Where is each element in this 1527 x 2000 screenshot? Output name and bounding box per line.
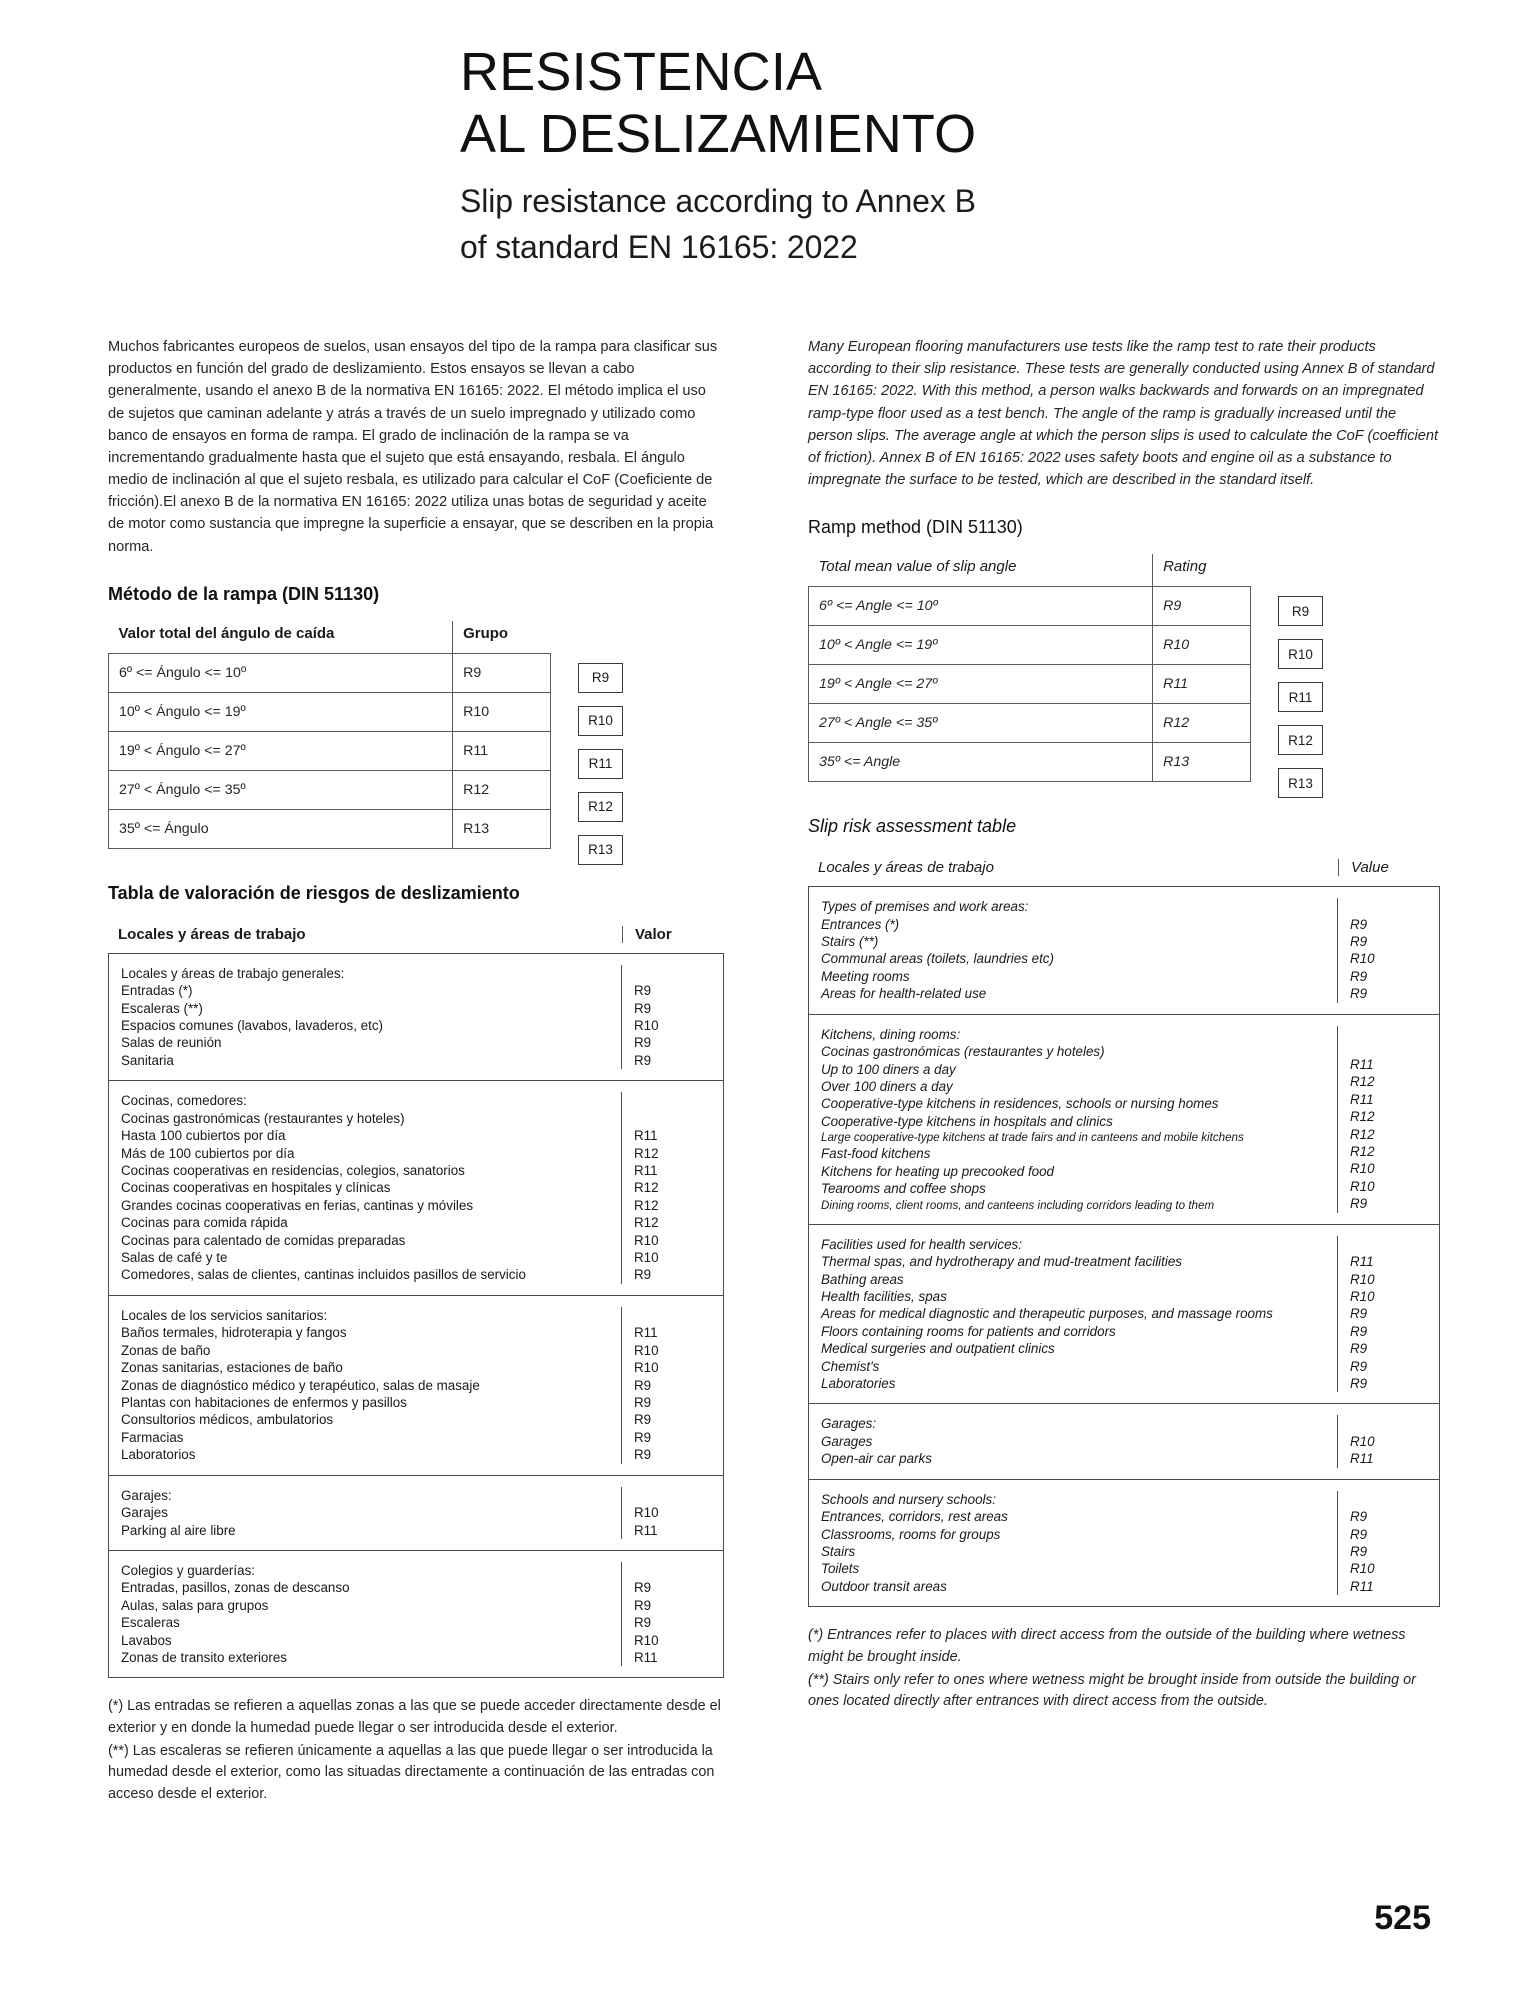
risk-value-item: R9	[1350, 1509, 1368, 1525]
spanish-risk-table	[108, 953, 724, 1679]
risk-area-item: Communal areas (toilets, laundries etc)	[821, 951, 1054, 967]
risk-area-item: Laboratorios	[121, 1447, 196, 1463]
risk-group-row	[809, 887, 1439, 1015]
angle-range-cell: 35º <= Angle	[809, 743, 1153, 782]
risk-area-item: Cocinas gastronómicas (restaurantes y hoteles)	[821, 1044, 1105, 1060]
risk-group-row	[109, 1296, 723, 1476]
risk-value-item: R9	[634, 1615, 652, 1631]
risk-value-item: R9	[634, 1447, 652, 1463]
risk-area-list	[809, 1491, 1337, 1596]
angle-range-cell: 35º <= Ángulo	[109, 809, 453, 848]
risk-area-item: Cocinas gastronómicas (restaurantes y hoteles)	[121, 1110, 405, 1126]
risk-area-item: Sanitaria	[121, 1052, 174, 1068]
angle-range-cell: 6º <= Ángulo <= 10º	[109, 653, 453, 692]
table-header-row	[809, 554, 1251, 587]
risk-area-list	[809, 1415, 1337, 1467]
risk-area-item: Entradas (*)	[121, 983, 193, 999]
risk-area-item: Floors containing rooms for patients and corridors	[821, 1323, 1116, 1339]
risk-value-item: R9	[1350, 1543, 1368, 1559]
rating-group-cell: R13	[1153, 743, 1251, 782]
english-ramp-table	[808, 554, 1251, 782]
risk-area-item: Garages:	[821, 1416, 877, 1432]
risk-value-item: R9	[634, 1429, 652, 1445]
risk-col2-header: Valor	[622, 926, 724, 943]
risk-group-row	[109, 1551, 723, 1678]
page-title-line-1: RESISTENCIA	[460, 42, 823, 102]
page-subtitle-line-1: Slip resistance according to Annex B	[460, 182, 976, 219]
risk-value-item: R11	[634, 1128, 658, 1144]
rating-group-cell: R9	[1153, 587, 1251, 626]
risk-area-item: Fast-food kitchens	[821, 1146, 931, 1162]
table-row	[809, 626, 1251, 665]
risk-area-item: Salas de reunión	[121, 1035, 222, 1051]
risk-value-list	[1337, 1026, 1439, 1213]
angle-range-cell: 27º < Angle <= 35º	[809, 704, 1153, 743]
risk-value-list	[621, 965, 723, 1070]
risk-area-item: Parking al aire libre	[121, 1522, 236, 1538]
angle-range-cell: 10º < Angle <= 19º	[809, 626, 1153, 665]
risk-area-item: Kitchens, dining rooms:	[821, 1026, 961, 1042]
risk-value-item: R9	[634, 1000, 652, 1016]
english-footnote-1: (*) Entrances refer to places with direct access from the outside of the building where wetness might be brought inside.	[808, 1627, 1406, 1665]
risk-value-list	[621, 1487, 723, 1539]
rating-group-cell: R12	[1153, 704, 1251, 743]
table-row	[109, 809, 551, 848]
risk-value-item: R10	[634, 1342, 659, 1358]
table-row	[809, 587, 1251, 626]
angle-range-cell: 27º < Ángulo <= 35º	[109, 770, 453, 809]
english-intro-paragraph: Many European flooring manufacturers use tests like the ramp test to rate their products according to their slip resistance. These tests are generally conducted using Annex B of standard EN 16165: 2022. With this method, a person walks backwards and forwards on an impregnated ramp-type floor used as a test bench. The angle of the ramp is gradually increased until the person slips. The average angle at which the person slips is used to calculate the CoF (coefficient of friction). Annex B of EN 16165: 2022 uses safety boots and engine oil as a substance to impregnate the surface to be tested, which are described in the standard itself.	[808, 339, 1439, 489]
risk-value-list	[621, 1307, 723, 1464]
risk-area-item: Salas de café y te	[121, 1250, 228, 1266]
table-row	[109, 770, 551, 809]
risk-area-item: Areas for health-related use	[821, 986, 987, 1002]
risk-value-item: R12	[634, 1180, 659, 1196]
rating-badge: R10	[1278, 639, 1323, 669]
risk-value-item: R12	[1350, 1109, 1375, 1125]
risk-value-item: R9	[1350, 1341, 1368, 1357]
risk-value-item: R10	[1350, 1561, 1375, 1577]
risk-value-item: R10	[1350, 1161, 1375, 1177]
rating-group-cell: R12	[453, 770, 551, 809]
risk-area-item: Stairs (**)	[821, 934, 879, 950]
risk-area-item: Cocinas para comida rápida	[121, 1215, 288, 1231]
risk-value-item: R9	[1350, 1196, 1368, 1212]
risk-area-item: Meeting rooms	[821, 968, 910, 984]
risk-area-item: Kitchens for heating up precooked food	[821, 1163, 1055, 1179]
risk-area-list	[109, 965, 621, 1070]
angle-range-cell: 6º <= Angle <= 10º	[809, 587, 1153, 626]
risk-value-item: R9	[1350, 968, 1368, 984]
spanish-footnote-1: (*) Las entradas se refieren a aquellas zonas a las que se puede acceder directamente desde el exterior y en donde la humedad puede llegar o ser introducida desde el exterior.	[108, 1698, 721, 1736]
english-ramp-table-wrap	[808, 554, 1440, 791]
risk-value-item: R9	[634, 1597, 652, 1613]
risk-area-item: Lavabos	[121, 1632, 172, 1648]
page-number: 525	[1374, 1899, 1431, 1937]
risk-area-list	[809, 1026, 1337, 1213]
risk-area-item: Outdoor transit areas	[821, 1578, 947, 1594]
spanish-rating-badges	[578, 663, 623, 865]
risk-value-item: R11	[1350, 1056, 1374, 1072]
ramp-col2-header: Grupo	[453, 621, 551, 654]
risk-value-item: R9	[634, 1267, 652, 1283]
risk-group-row	[809, 1480, 1439, 1607]
english-rating-badges	[1278, 596, 1323, 798]
risk-value-item: R9	[634, 983, 652, 999]
rating-badge: R13	[1278, 768, 1323, 798]
spanish-ramp-method-heading: Método de la rampa (DIN 51130)	[108, 583, 380, 604]
risk-group-row	[109, 1081, 723, 1296]
risk-value-item: R10	[1350, 1271, 1375, 1287]
risk-area-item: Entrances (*)	[821, 916, 900, 932]
rating-group-cell: R9	[453, 653, 551, 692]
risk-area-list	[809, 1236, 1337, 1393]
rating-group-cell: R10	[1153, 626, 1251, 665]
risk-group-row	[109, 954, 723, 1082]
angle-range-cell: 19º < Ángulo <= 27º	[109, 731, 453, 770]
angle-range-cell: 19º < Angle <= 27º	[809, 665, 1153, 704]
risk-area-item: Toilets	[821, 1561, 860, 1577]
risk-value-item: R10	[634, 1232, 659, 1248]
risk-value-item: R9	[634, 1052, 652, 1068]
risk-area-item: Cocinas cooperativas en residencias, colegios, sanatorios	[121, 1162, 465, 1178]
risk-area-item: Medical surgeries and outpatient clinics	[821, 1341, 1055, 1357]
risk-area-item: Tearooms and coffee shops	[821, 1181, 986, 1197]
risk-area-item: Garajes	[121, 1505, 168, 1521]
page-header	[460, 42, 1360, 269]
risk-value-item: R9	[634, 1377, 652, 1393]
risk-area-item: Dining rooms, client rooms, and canteens including corridors leading to them	[821, 1198, 1215, 1212]
risk-area-item: Escaleras (**)	[121, 1000, 203, 1016]
risk-area-item: Schools and nursery schools:	[821, 1491, 996, 1507]
table-row	[809, 743, 1251, 782]
risk-value-item: R9	[634, 1035, 652, 1051]
risk-value-list	[621, 1562, 723, 1667]
risk-value-item: R11	[1350, 1451, 1374, 1467]
english-risk-table	[808, 886, 1440, 1607]
risk-area-list	[109, 1092, 621, 1284]
risk-area-list	[109, 1487, 621, 1539]
risk-value-item: R9	[634, 1412, 652, 1428]
risk-area-item: Health facilities, spas	[821, 1288, 947, 1304]
risk-area-list	[109, 1562, 621, 1667]
risk-area-item: Grandes cocinas cooperativas en ferias, cantinas y móviles	[121, 1197, 474, 1213]
risk-value-list	[621, 1092, 723, 1284]
rating-badge: R11	[578, 749, 623, 779]
risk-value-item: R9	[1350, 986, 1368, 1002]
risk-col2-header: Value	[1338, 859, 1440, 876]
risk-value-item: R10	[634, 1632, 659, 1648]
risk-area-item: Espacios comunes (lavabos, lavaderos, etc)	[121, 1017, 383, 1033]
table-row	[809, 704, 1251, 743]
risk-area-item: Large cooperative-type kitchens at trade fairs and in canteens and mobile kitchens	[821, 1131, 1244, 1145]
page-subtitle-line-2: of standard EN 16165: 2022	[460, 229, 858, 266]
risk-area-item: Más de 100 cubiertos por día	[121, 1145, 295, 1161]
risk-area-item: Zonas de baño	[121, 1342, 211, 1358]
rating-badge: R11	[1278, 682, 1323, 712]
risk-value-item: R11	[1350, 1254, 1374, 1270]
risk-area-item: Zonas de diagnóstico médico y terapéutico, salas de masaje	[121, 1377, 480, 1393]
angle-range-cell: 10º < Ángulo <= 19º	[109, 692, 453, 731]
risk-area-item: Zonas de transito exteriores	[121, 1650, 287, 1666]
risk-area-item: Locales de los servicios sanitarios:	[121, 1307, 328, 1323]
risk-value-item: R9	[1350, 1323, 1368, 1339]
risk-area-item: Locales y áreas de trabajo generales:	[121, 965, 345, 981]
risk-area-item: Cooperative-type kitchens in residences, schools or nursing homes	[821, 1096, 1219, 1112]
risk-area-item: Consultorios médicos, ambulatorios	[121, 1412, 334, 1428]
risk-value-item: R10	[1350, 1433, 1375, 1449]
spanish-ramp-table-body	[109, 653, 551, 848]
page-title-line-2: AL DESLIZAMIENTO	[460, 104, 977, 165]
risk-value-list	[1337, 898, 1439, 1003]
risk-value-list	[1337, 1491, 1439, 1596]
risk-value-item: R12	[1350, 1126, 1375, 1142]
risk-area-item: Entrances, corridors, rest areas	[821, 1509, 1008, 1525]
rating-badge: R10	[578, 706, 623, 736]
risk-area-item: Hasta 100 cubiertos por día	[121, 1128, 286, 1144]
risk-value-item: R12	[1350, 1143, 1375, 1159]
risk-value-item: R9	[634, 1395, 652, 1410]
risk-value-item: R9	[1350, 916, 1368, 932]
risk-area-item: Classrooms, rooms for groups	[821, 1526, 1001, 1542]
risk-area-item: Bathing areas	[821, 1271, 904, 1287]
risk-col1-header: Locales y áreas de trabajo	[118, 925, 306, 943]
risk-area-item: Aulas, salas para grupos	[121, 1597, 269, 1613]
risk-area-item: Plantas con habitaciones de enfermos y pasillos	[121, 1395, 407, 1410]
rating-group-cell: R11	[1153, 665, 1251, 704]
risk-area-item: Cocinas para calentado de comidas preparadas	[121, 1232, 406, 1248]
risk-area-list	[809, 898, 1337, 1003]
risk-value-item: R10	[1350, 1288, 1375, 1304]
english-footnote-2: (**) Stairs only refer to ones where wetness might be brought inside from outside the building or ones located directly after entrances with direct access from the outside.	[808, 1671, 1416, 1710]
risk-value-item: R12	[1350, 1074, 1375, 1090]
table-row	[109, 731, 551, 770]
spanish-risk-heading: Tabla de valoración de riesgos de deslizamiento	[108, 882, 520, 903]
rating-badge: R9	[1278, 596, 1323, 626]
risk-area-item: Escaleras	[121, 1615, 180, 1631]
risk-group-row	[809, 1404, 1439, 1479]
risk-area-item: Laboratories	[821, 1376, 896, 1392]
risk-value-list	[1337, 1236, 1439, 1393]
risk-value-item: R11	[634, 1522, 658, 1538]
risk-value-item: R9	[1350, 1358, 1368, 1374]
ramp-col1-header: Valor total del ángulo de caída	[118, 624, 335, 642]
spanish-footnote-2: (**) Las escaleras se refieren únicamente a aquellas a las que puede llegar o ser introducida la humedad desde el exterior, como las situadas directamente a continuación de las entradas con acceso desde el exterior.	[108, 1743, 715, 1802]
risk-value-item: R10	[634, 1505, 659, 1521]
table-row	[809, 665, 1251, 704]
spanish-column	[108, 336, 724, 1805]
risk-value-item: R9	[1350, 934, 1368, 950]
risk-value-item: R11	[634, 1325, 658, 1341]
ramp-col2-header: Rating	[1153, 554, 1251, 587]
risk-value-item: R10	[634, 1250, 659, 1266]
risk-area-item: Farmacias	[121, 1429, 184, 1445]
risk-value-item: R11	[634, 1650, 658, 1666]
risk-value-item: R11	[634, 1162, 658, 1178]
risk-value-item: R10	[634, 1360, 659, 1376]
risk-area-item: Colegios y guarderías:	[121, 1562, 255, 1578]
spanish-ramp-table	[108, 621, 551, 849]
spanish-ramp-table-wrap	[108, 621, 724, 858]
risk-group-row	[809, 1225, 1439, 1405]
risk-area-item: Baños termales, hidroterapia y fangos	[121, 1325, 347, 1341]
risk-area-item: Facilities used for health services:	[821, 1236, 1022, 1252]
risk-value-item: R11	[1350, 1578, 1374, 1594]
risk-area-item: Chemist's	[821, 1358, 880, 1374]
ramp-col1-header: Total mean value of slip angle	[818, 558, 1017, 576]
risk-area-item: Areas for medical diagnostic and therapeutic purposes, and massage rooms	[821, 1306, 1273, 1322]
risk-area-item: Garages	[821, 1433, 873, 1449]
risk-value-item: R9	[1350, 1526, 1368, 1542]
risk-area-item: Cocinas, comedores:	[121, 1093, 247, 1109]
risk-value-item: R11	[1350, 1091, 1374, 1107]
spanish-intro-paragraph: Muchos fabricantes europeos de suelos, usan ensayos del tipo de la rampa para clasificar sus productos en función del grado de deslizamiento. Estos ensayos se llevan a cabo generalmente, usando el anexo B de la normativa EN 16165: 2022. El método implica el uso de sujetos que caminan adelante y atrás a través de un suelo impregnado y utilizado como banco de ensayos en forma de rampa. El grado de inclinación de la rampa se va incrementando gradualmente hasta que el sujeto que está ensayando, resbala. El ángulo medio de inclinación al que el sujeto resbala, es utilizado para calcular el CoF (Coeficiente de fricción).El anexo B de la normativa EN 16165: 2022 utiliza unas botas de seguridad y aceite de motor como sustancia que impregne la superficie a ensayar, que se describen en la propia norma.	[108, 339, 718, 555]
english-column	[808, 336, 1440, 1713]
risk-value-list	[1337, 1415, 1439, 1467]
risk-area-item: Up to 100 diners a day	[821, 1061, 956, 1077]
risk-area-item: Cocinas cooperativas en hospitales y clínicas	[121, 1180, 391, 1196]
risk-area-item: Comedores, salas de clientes, cantinas incluidos pasillos de servicio	[121, 1267, 526, 1283]
risk-area-item: Thermal spas, and hydrotherapy and mud-treatment facilities	[821, 1254, 1182, 1270]
english-ramp-table-body	[809, 587, 1251, 782]
rating-badge: R9	[578, 663, 623, 693]
risk-value-item: R10	[634, 1017, 659, 1033]
risk-col1-header: Locales y áreas de trabajo	[818, 859, 994, 877]
risk-group-row	[109, 1476, 723, 1551]
risk-value-item: R10	[1350, 951, 1375, 967]
rating-badge: R12	[578, 792, 623, 822]
risk-value-item: R9	[1350, 1306, 1368, 1322]
english-risk-header-row	[808, 859, 1440, 886]
rating-badge: R12	[1278, 725, 1323, 755]
risk-value-item: R12	[634, 1215, 659, 1231]
rating-badge: R13	[578, 835, 623, 865]
risk-area-list	[109, 1307, 621, 1464]
risk-area-item: Zonas sanitarias, estaciones de baño	[121, 1360, 343, 1376]
risk-value-item: R10	[1350, 1178, 1375, 1194]
risk-value-item: R12	[634, 1197, 659, 1213]
risk-area-item: Types of premises and work areas:	[821, 899, 1029, 915]
risk-area-item: Over 100 diners a day	[821, 1079, 953, 1094]
rating-group-cell: R13	[453, 809, 551, 848]
risk-value-item: R12	[634, 1145, 659, 1161]
table-row	[109, 692, 551, 731]
risk-group-row	[809, 1015, 1439, 1225]
risk-area-item: Garajes:	[121, 1487, 172, 1503]
risk-area-item: Stairs	[821, 1543, 856, 1559]
risk-value-item: R9	[634, 1580, 652, 1596]
risk-area-item: Open-air car parks	[821, 1451, 932, 1467]
risk-value-item: R9	[1350, 1376, 1368, 1392]
rating-group-cell: R10	[453, 692, 551, 731]
table-row	[109, 653, 551, 692]
risk-area-item: Cooperative-type kitchens in hospitals and clinics	[821, 1113, 1113, 1129]
rating-group-cell: R11	[453, 731, 551, 770]
spanish-risk-header-row	[108, 926, 724, 953]
english-risk-heading: Slip risk assessment table	[808, 816, 1017, 837]
table-header-row	[109, 621, 551, 654]
risk-area-item: Entradas, pasillos, zonas de descanso	[121, 1580, 350, 1596]
english-ramp-method-heading: Ramp method (DIN 51130)	[808, 517, 1023, 538]
